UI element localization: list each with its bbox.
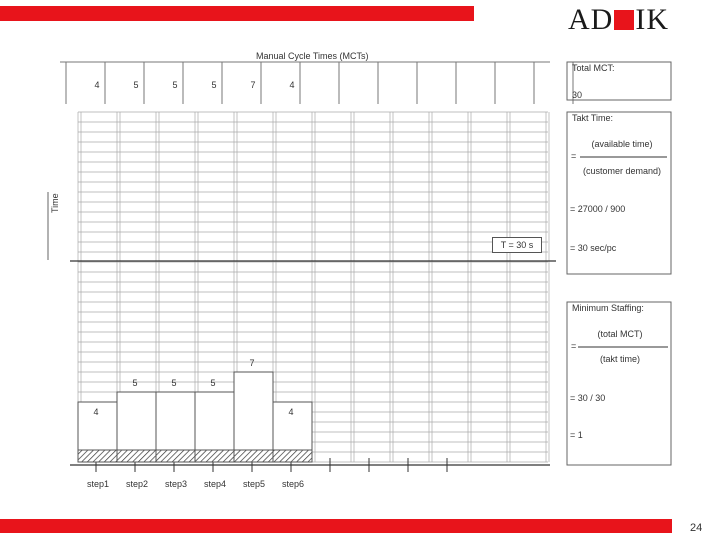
takt-time-marker: T = 30 s <box>492 237 542 253</box>
mct-value: 5 <box>133 80 139 90</box>
y-axis-label: Time <box>50 193 60 213</box>
total-mct-value: 30 <box>572 90 583 100</box>
bar-base-step2 <box>117 450 156 462</box>
staffing-numerator: (total MCT) <box>597 329 643 339</box>
bar-value-label: 4 <box>288 407 294 417</box>
mct-value: 7 <box>250 80 256 90</box>
step-label: step6 <box>281 479 305 489</box>
step-label: step5 <box>242 479 266 489</box>
takt-equals: = <box>571 151 577 161</box>
takt-result: = 30 sec/pc <box>570 243 617 253</box>
bar-value-label: 7 <box>249 358 255 368</box>
page-number: 24 <box>690 522 703 534</box>
min-staffing-panel <box>567 302 671 465</box>
takt-time-label: Takt Time: <box>572 113 614 123</box>
total-mct-label: Total MCT: <box>572 63 615 73</box>
mct-value: 4 <box>94 80 100 90</box>
bar-base-step1 <box>78 450 117 462</box>
chart-title: Manual Cycle Times (MCTs) <box>256 51 369 61</box>
mct-value: 5 <box>172 80 178 90</box>
step-label: step4 <box>203 479 227 489</box>
mct-value: 4 <box>289 80 295 90</box>
bar-value-label: 5 <box>210 378 216 388</box>
step-label: step1 <box>86 479 110 489</box>
takt-calc: = 27000 / 900 <box>570 204 626 214</box>
company-logo: AD IK <box>568 3 669 36</box>
bar-base-step5 <box>234 450 273 462</box>
staffing-denominator: (takt time) <box>599 354 640 364</box>
bar-base-step6 <box>273 450 312 462</box>
step-label: step3 <box>164 479 188 489</box>
staffing-result: = 1 <box>570 430 583 440</box>
staffing-equals: = <box>571 341 577 351</box>
bar-value-label: 4 <box>93 407 99 417</box>
bar-step5 <box>234 372 273 462</box>
takt-denominator: (customer demand) <box>582 166 662 176</box>
bar-value-label: 5 <box>132 378 138 388</box>
mct-value: 5 <box>211 80 217 90</box>
step-label: step2 <box>125 479 149 489</box>
min-staffing-label: Minimum Staffing: <box>572 303 644 313</box>
takt-numerator: (available time) <box>591 139 653 149</box>
bar-base-step4 <box>195 450 234 462</box>
staffing-calc: = 30 / 30 <box>570 393 606 403</box>
bar-base-step3 <box>156 450 195 462</box>
bar-value-label: 5 <box>171 378 177 388</box>
bottom-accent-bar <box>0 519 672 533</box>
